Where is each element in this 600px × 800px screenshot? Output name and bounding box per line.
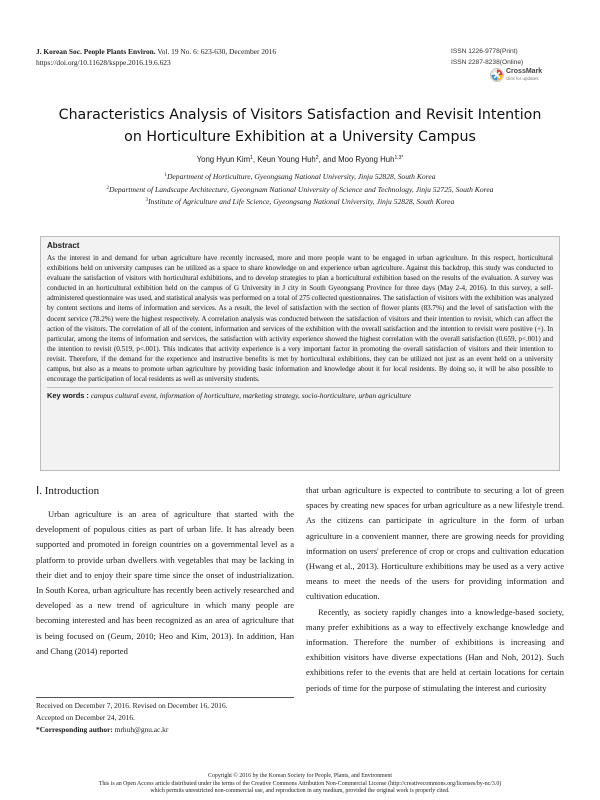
- title-line-1: Characteristics Analysis of Visitors Satisfaction and Revisit Intention: [58, 107, 542, 123]
- intro-paragraph-2: Recently, as society rapidly changes into a knowledge-based society, many prefer exhibitions as a way to effectively exchange knowledge and information. Therefore the number of exhibitions is increasing and exhibition visitors have diverse expectations (Han and Noh, 2012). Such exhibitions refer to the events that are held at certain locations for certain periods of time for the purpose of stimulating the interest and curiosity: [306, 606, 564, 693]
- doi-link[interactable]: https://doi.org/10.11628/ksppe.2016.19.6.623: [36, 58, 171, 67]
- abstract-heading: Abstract: [47, 241, 80, 250]
- journal-header: [36, 46, 276, 68]
- issn-print: ISSN 1226-9778(Print): [451, 48, 518, 55]
- copyright-line-3: which permits unrestricted non-commercial use, and reproduction in any medium, provided the original work is properly cited.: [150, 788, 450, 794]
- crossmark-badge[interactable]: [490, 68, 542, 82]
- abstract-box: [40, 236, 560, 471]
- affiliation-3-text: Institute of Agriculture and Life Science, Gyeongsang National University, Jinju 52828, South Korea: [148, 197, 455, 207]
- affiliation-3: [0, 195, 600, 208]
- title-line-2: on Horticulture Exhibition at a University Campus: [124, 129, 476, 145]
- abstract-body: As the interest in and demand for urban agriculture have recently increased, more and more people want to be engaged in urban agriculture. In this respect, horticultural exhibitions held on university campuses can be utilized as a space to share knowledge on and experience urban agriculture. Against this backdrop, this study was conducted to evaluate the satisfaction of visitors with horticultural exhibitions, and to develop strategies to plan a horticultural exhibition based on the results of the evaluation. A survey was conducted in an horticultural exhibition held on the campus of G University in J city in South Gyeongsang Province for three days (May 2-4, 2016). In this survey, a self-administered questionnaire was used, and statistical analysis was performed on a total of 275 collected questionnaires. The satisfaction of visitors with the exhibition was analyzed by content sections and items of information and services. As a result, the level of satisfaction with the section of flower plants (83.7%) and the level of satisfaction with the docent service (78.2%) were the highest respectively. A correlation analysis was conducted between the satisfaction of visitors and their intention to revisit, which can affect the action of the visitors. The correlation of all of the content, information and services of the exhibition with the overall satisfaction and the intention to revisit were positive (+). In particular, among the items of information and services, the satisfaction with activity experience showed the highest correlation with the overall satisfaction (0.659, p<.001) and the intention to revisit (0.519, p<.001). This indicates that activity experience is a very important factor in promoting the overall satisfaction of visitors and their intention to revisit. Therefore, if the demand for the experience and instructive benefits is met by horticultural exhibitions, they can be utilized not just as an event held on a university campus, but also as a means to promote urban agriculture by providing basic information and knowledge about it for local residents. By doing so, it will be also possible to encourage the participation of local residents as well as university students.: [47, 254, 553, 384]
- affiliation-2-sup: 2: [106, 185, 109, 191]
- crossmark-sub: click for updates: [506, 76, 539, 81]
- affiliation-2-text: Department of Landscape Architecture, Gyeongnam National University of Science and Technology, Jinju 52725, South Korea: [109, 184, 494, 194]
- corresponding-email[interactable]: mrhuh@gnu.ac.kr: [114, 725, 169, 734]
- author-3: Moo Ryong Huh: [338, 155, 395, 164]
- received-date: Received on December 7, 2016. Revised on December 16, 2016.: [36, 701, 228, 710]
- intro-paragraph-1-cont: that urban agriculture is expected to contribute to securing a lot of green spaces by creating new spaces for urban agriculture as a new lifestyle trend. As the citizens can participate in agriculture in the form of urban agriculture in a convenient manner, there are growing needs for providing information on users' preference of crop or crops and cultivation education (Hwang et al., 2013). Horticulture exhibitions may be used as a very active means to meet the needs of the users for providing information and cultivation education.: [306, 485, 564, 602]
- journal-name: J. Korean Soc. People Plants Environ.: [36, 47, 156, 56]
- author-3-sup: 1,3*: [394, 155, 404, 161]
- section-title: Introduction: [44, 485, 100, 497]
- crossmark-icon: [490, 68, 504, 82]
- author-2: Keun Young Huh: [257, 155, 316, 164]
- keywords: [47, 391, 553, 401]
- journal-volume: Vol. 19 No. 6: 623-630, December 2016: [157, 47, 277, 56]
- copyright-line-1: Copyright © 2016 by the Korean Society for People, Plants, and Environment: [208, 773, 392, 779]
- intro-paragraph-1: Urban agriculture is an area of agriculture that started with the development of populous cities as part of urban life. It has already been supported and promoted in foreign countries on a governmental level as a platform to provide urban dwellers with vegetables that may be lacking in their diet and to enjoy their spare time since the onset of industrialization. In South Korea, urban agriculture has recently been actively researched and developed as a new trend of agriculture in which many people are becoming interested and has been recognized as an area of agriculture that is being focused on (Geum, 2010; Heo and Kim, 2013). In addition, Han and Chang (2014) reported: [36, 509, 294, 656]
- affiliation-3-sup: 3: [145, 198, 149, 204]
- affiliation-1-sup: 1: [164, 173, 167, 178]
- corresponding-label: *Corresponding author:: [36, 725, 113, 734]
- author-and: and: [322, 155, 336, 164]
- issn-block: [451, 46, 523, 68]
- abstract-divider: [47, 387, 553, 388]
- author-2-sup: 2: [315, 155, 319, 161]
- footnote-divider: [36, 697, 294, 698]
- author-list: Yong Hyun Kim$^1$, Keun Young Huh$^2$, and Moo Ryong Huh$^{1,3*}$: [196, 155, 404, 164]
- accepted-date: Accepted on December 24, 2016.: [36, 713, 135, 722]
- footnote: [36, 700, 294, 736]
- copyright-line-2: This is an Open Access article distributed under the terms of the Creative Commons Attribution Non-Commercial License (http://creativecommons.org/licenses/by-nc/3.0): [98, 780, 502, 787]
- column-left: [36, 483, 294, 659]
- copyright-block: [30, 773, 570, 796]
- author-1: Yong Hyun Kim: [196, 155, 251, 164]
- keywords-text: campus cultural event, information of horticulture, marketing strategy, socio-horticulture, urban agriculture: [90, 391, 411, 401]
- affiliation-2: [0, 183, 600, 196]
- keywords-label: Key words :: [47, 391, 89, 401]
- section-heading: [36, 483, 294, 499]
- affiliation-1: [0, 170, 600, 183]
- corresponding-author: [36, 724, 294, 736]
- column-right: [306, 483, 564, 696]
- section-number: Ⅰ.: [36, 485, 42, 497]
- crossmark-label: CrossMark: [506, 68, 543, 75]
- author-1-sup: 1: [250, 155, 253, 161]
- affiliation-list: [0, 170, 600, 208]
- issn-online: ISSN 2287-8238(Online): [451, 59, 524, 66]
- paper-title: [40, 104, 560, 148]
- affiliation-1-text: Department of Horticulture, Gyeongsang National University, Jinju 52828, South Korea: [166, 172, 436, 181]
